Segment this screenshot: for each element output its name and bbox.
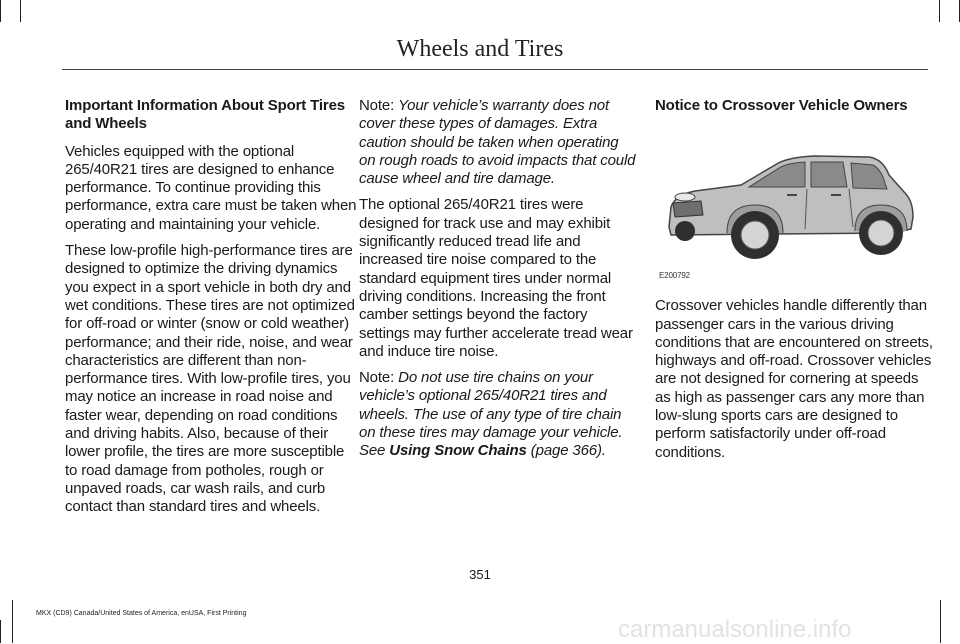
note-label: Note: xyxy=(359,97,395,114)
note-text: Do not use tire chains on your vehicle’s optional 265/40R21 tires and wheels. The use of any type of tire chain on these tires may damage your vehicle. See xyxy=(359,369,623,460)
footer-text: MKX (CD9) Canada/United States of America, enUSA, First Printing xyxy=(36,610,247,617)
watermark: carmanualsonline.info xyxy=(618,616,852,643)
crop-mark xyxy=(940,600,941,643)
paragraph: Crossover vehicles handle differently than passenger cars in the various driving conditions that are encountered on streets, highways and off-road. Crossover vehicles are not designed for cornering at speeds as high as passenger cars any more than low-slung sports cars are designed to perform satisfactorily under off-road conditions. xyxy=(655,297,933,461)
note-tire-chains xyxy=(359,369,637,460)
crossover-vehicle-illustration xyxy=(655,135,927,285)
cross-reference-link[interactable]: Using Snow Chains xyxy=(389,442,527,460)
section-heading-crossover: Notice to Crossover Vehicle Owners xyxy=(655,97,908,114)
column-left xyxy=(65,97,360,525)
header-divider xyxy=(62,69,928,70)
note-text: Your vehicle’s warranty does not cover these types of damages. Extra caution should be taken when operating on rough roads to avoid impacts that could cause wheel and tire damage. xyxy=(359,97,636,188)
figure-id: E200792 xyxy=(659,271,690,280)
crop-mark xyxy=(12,600,13,643)
crop-mark xyxy=(939,0,940,22)
section-heading-sport-tires: Important Information About Sport Tires and Wheels xyxy=(65,97,345,133)
note-label: Note: xyxy=(359,369,395,387)
crop-mark xyxy=(0,0,1,22)
crop-mark xyxy=(20,0,21,22)
note-warranty xyxy=(359,97,637,188)
paragraph: Vehicles equipped with the optional 265/40R21 tires are designed to enhance performance. To continue providing this performance, extra care must be taken when operating and maintaining your vehicle. xyxy=(65,142,357,233)
page-title: Wheels and Tires xyxy=(396,36,564,62)
car-icon xyxy=(655,135,927,265)
paragraph: These low-profile high-performance tires are designed to optimize the driving dynamics you expect in a sport vehicle in both dry and wet conditions. These tires are not optimized for off-road or winter (snow or cold weather) performance; and their ride, noise, and wear characteristics are different than non-performance tires. With low-profile tires, you may notice an increase in road noise and faster wear, depending on road conditions and driving habits. Also, because of their lower profile, the tires are more susceptible to road damage from potholes, rough or unpaved roads, car wash rails, and curb contact than standard tires and wheels. xyxy=(65,242,355,516)
column-right xyxy=(655,97,933,470)
column-middle xyxy=(359,97,637,469)
page-number: 351 xyxy=(469,567,491,582)
page-reference: (page 366). xyxy=(530,442,606,460)
crop-mark xyxy=(0,620,1,643)
paragraph: The optional 265/40R21 tires were designed for track use and may exhibit significantly reduced tread life and increased tire noise compared to the standard equipment tires under normal driving conditions. Increasing the front camber settings beyond the factory settings may further accelerate tread wear and induce tire noise. xyxy=(359,196,633,360)
